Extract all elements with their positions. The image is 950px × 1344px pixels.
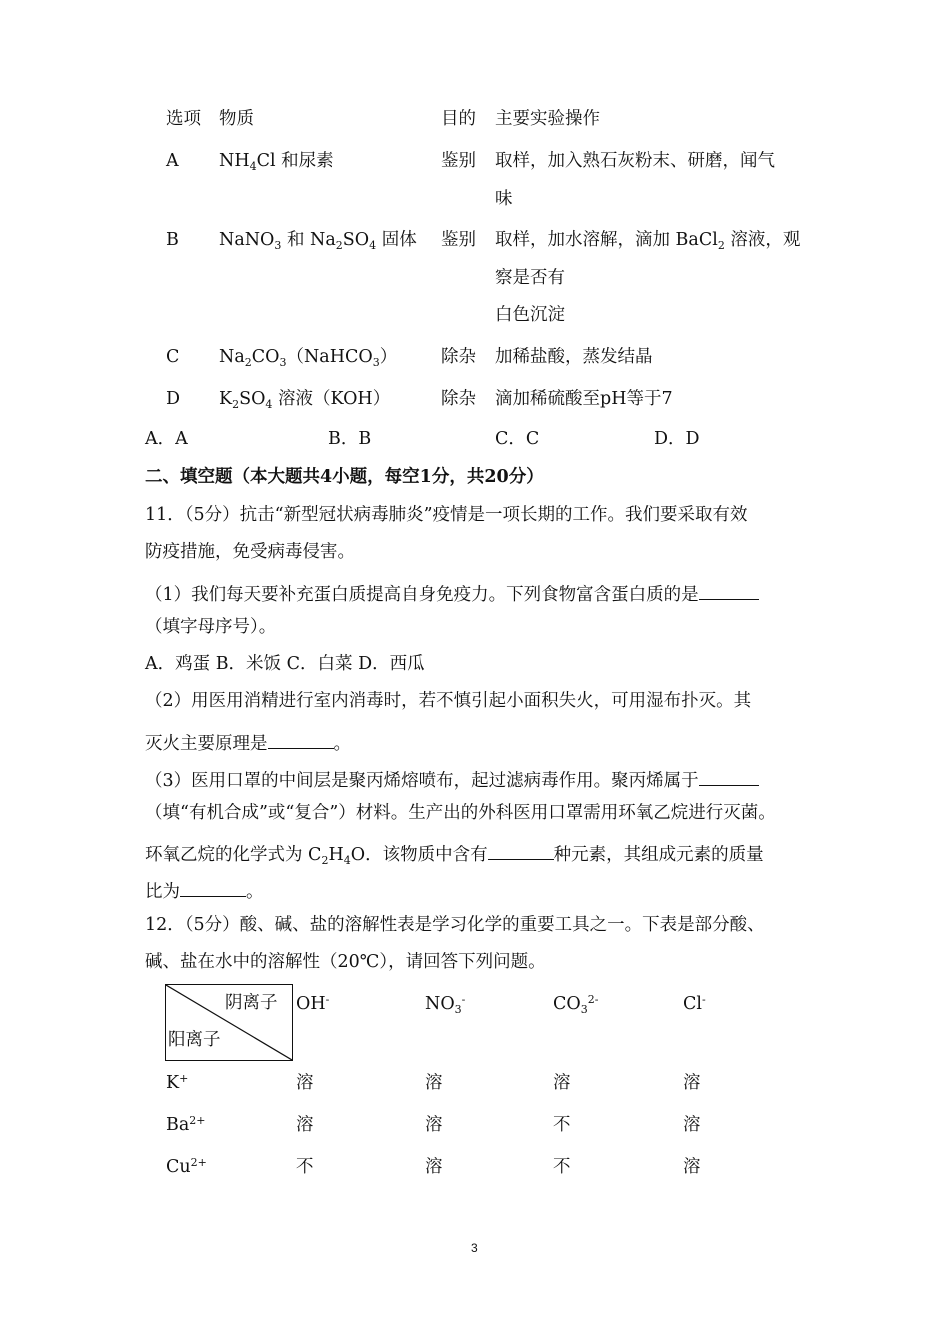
row-a-purpose: 鉴别 (441, 151, 476, 171)
cation-cu: $Cu^{2+}$ (166, 1156, 207, 1177)
row-b-purpose: 鉴别 (441, 230, 476, 250)
q11-part3-line-3: 环氧乙烷的化学式为 $C_2H_4O$．该物质中含有 种元素，其组成元素的质量 (145, 842, 764, 865)
q11-part3-line-1 (145, 768, 759, 791)
q12-stem-line-1: 12．（5分）酸、碱、盐的溶解性表是学习化学的重要工具之一。下表是部分酸、 (145, 915, 765, 935)
cation-ba: $Ba^{2+}$ (166, 1114, 206, 1135)
cell-k-cl: 溶 (683, 1073, 701, 1093)
answer-blank-3[interactable] (699, 768, 759, 786)
cell-cu-co3: 不 (553, 1157, 571, 1177)
choice-c: C．C (495, 429, 540, 449)
row-a-operation-line-2: 味 (495, 189, 513, 209)
page-number: 3 (471, 1241, 478, 1255)
row-d-operation: 滴加稀硫酸至pH等于7 (495, 389, 673, 409)
anion-no3: $NO_3^-$ (425, 993, 466, 1016)
row-c-option: C (166, 347, 180, 367)
q11-stem-line-2: 防疫措施，免受病毒侵害。 (145, 542, 355, 562)
q11-part3-text: （3）医用口罩的中间层是聚丙烯熔喷布，起过滤病毒作用。聚丙烯属于 (145, 771, 699, 791)
q11-part3-ratio-label: 比为 (145, 882, 180, 902)
cell-k-no3: 溶 (425, 1073, 443, 1093)
choice-d: D．D (654, 429, 700, 449)
row-d-purpose: 除杂 (441, 389, 476, 409)
cation-k: K+ (166, 1072, 189, 1093)
row-a-option: A (166, 151, 179, 171)
choice-b: B．B (328, 429, 372, 449)
table-header-option: 选项 (166, 109, 201, 129)
corner-label-anion: 阴离子 (225, 993, 278, 1013)
q11-part1-line-2: （填字母序号）。 (145, 617, 277, 637)
q11-part1-options: A．鸡蛋 B．米饭 C．白菜 D．西瓜 (145, 654, 425, 674)
choice-a: A．A (145, 429, 188, 449)
cell-cu-no3: 溶 (425, 1157, 443, 1177)
row-b-operation-line-1: 取样，加水溶解，滴加 BaCl$_2$ 溶液，观 (495, 230, 801, 252)
answer-blank-4[interactable] (488, 842, 554, 860)
row-d-substance: $K_2SO_4$ 溶液（KOH） (219, 389, 391, 411)
table-header-purpose: 目的 (441, 109, 476, 129)
cell-ba-co3: 不 (553, 1115, 571, 1135)
row-b-operation-line-3: 白色沉淀 (495, 305, 565, 325)
corner-label-cation: 阳离子 (168, 1030, 221, 1050)
row-b-option: B (166, 230, 179, 250)
q11-part1-text: （1）我们每天要补充蛋白质提高自身免疫力。下列食物富含蛋白质的是 (145, 585, 699, 605)
answer-blank-1[interactable] (699, 582, 759, 600)
q12-stem-line-2: 碱、盐在水中的溶解性（20℃），请回答下列问题。 (145, 952, 546, 972)
q11-part3-line-2: （填“有机合成”或“复合”）材料。生产出的外科医用口罩需用环氧乙烷进行灭菌。 (145, 803, 776, 823)
q11-part2-text: 灭火主要原理是 (145, 734, 268, 754)
row-c-substance: $Na_2CO_3(NaHCO_3)$ (219, 347, 398, 369)
table-header-operation: 主要实验操作 (495, 109, 600, 129)
cell-cu-oh: 不 (296, 1157, 314, 1177)
row-c-purpose: 除杂 (441, 347, 476, 367)
answer-blank-2[interactable] (268, 731, 334, 749)
q11-part1-line-1 (145, 582, 759, 605)
cell-cu-cl: 溶 (683, 1157, 701, 1177)
cell-ba-no3: 溶 (425, 1115, 443, 1135)
anion-co3: $CO_3^{2-}$ (553, 993, 599, 1016)
row-d-option: D (166, 389, 181, 409)
q11-part2-line-1: （2）用医用消精进行室内消毒时，若不慎引起小面积失火，可用湿布扑灭。其 (145, 691, 752, 711)
q11-part3-text-b: 种元素，其组成元素的质量 (553, 845, 764, 865)
table-header-substance: 物质 (219, 109, 254, 129)
row-b-operation-line-2: 察是否有 (495, 268, 565, 288)
cell-k-oh: 溶 (296, 1073, 314, 1093)
anion-cl: Cl- (683, 993, 706, 1014)
q11-part3-line-4 (145, 879, 264, 902)
q11-part2-period: 。 (333, 734, 351, 754)
answer-blank-5[interactable] (180, 879, 246, 897)
cell-k-co3: 溶 (553, 1073, 571, 1093)
anion-oh: OH- (296, 993, 330, 1014)
q11-stem-line-1: 11．（5分）抗击“新型冠状病毒肺炎”疫情是一项长期的工作。我们要采取有效 (145, 505, 748, 525)
row-c-operation: 加稀盐酸，蒸发结晶 (495, 347, 653, 367)
row-a-operation-line-1: 取样，加入熟石灰粉末、研磨，闻气 (495, 151, 775, 171)
q11-part3-period: 。 (246, 882, 264, 902)
cell-ba-cl: 溶 (683, 1115, 701, 1135)
row-b-substance: NaNO$_3$ 和 $Na_2SO_4$ 固体 (219, 230, 417, 252)
q11-part2-line-2 (145, 731, 351, 754)
row-a-substance: $NH_4Cl$ 和尿素 (219, 151, 334, 173)
cell-ba-oh: 溶 (296, 1115, 314, 1135)
section-title: 二、填空题（本大题共4小题，每空1分，共20分） (145, 467, 544, 487)
